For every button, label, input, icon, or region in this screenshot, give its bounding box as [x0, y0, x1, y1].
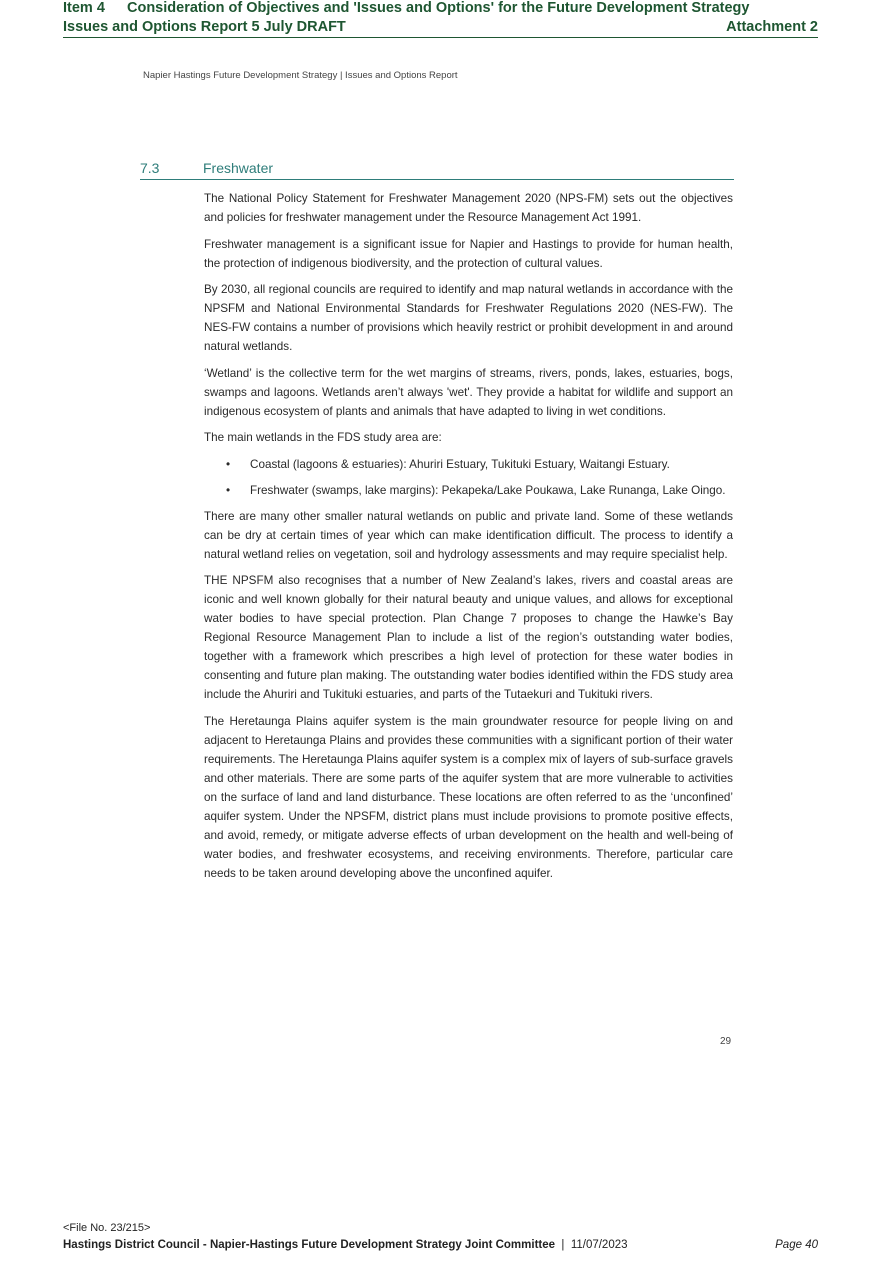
item-label: Item 4: [63, 0, 105, 16]
list-item: [204, 481, 733, 500]
paragraph: The National Policy Statement for Freshwater Management 2020 (NPS-FM) sets out the objectives and policies for freshwater management under the Resource Management Act 1991.: [204, 192, 733, 224]
agenda-subheader: [63, 18, 818, 38]
committee-name: Hastings District Council - Napier-Hastings Future Development Strategy Joint Committee: [63, 1239, 556, 1251]
footer: [63, 1239, 818, 1251]
footer-committee: [63, 1239, 628, 1251]
paragraph: There are many other smaller natural wetlands on public and private land. Some of these wetlands can be dry at certain times of year which can make identification difficult. The process to identify a natural wetland relies on vegetation, soil and hydrology assessments and may require specialist help.: [204, 509, 733, 561]
paragraph: By 2030, all regional councils are required to identify and map natural wetlands in accordance with the NPSFM and National Environmental Standards for Freshwater Regulations 2020 (NES-FW). The NES-FW contains a number of provisions which heavily restrict or prohibit development in and around natural wetlands.: [204, 283, 733, 353]
agenda-page-number: Page 40: [775, 1239, 818, 1251]
paragraph: The main wetlands in the FDS study area are:: [204, 431, 442, 444]
section-number: 7.3: [140, 160, 160, 176]
paragraph: THE NPSFM also recognises that a number of New Zealand’s lakes, rivers and coastal areas are iconic and well known globally for their natural beauty and unique values, and allows for exceptional water bodies to have special protection. Plan Change 7 proposes to change the Hawke’s Bay Regional Resource Management Plan to include a list of the region’s outstanding water bodies, together with a framework which prescribes a high level of protection for these water bodies in consenting and future plan making. The outstanding water bodies identified within the FDS study area include the Ahuriri and Tukituki estuaries, and parts of the Tutaekuri and Tukituki rivers.: [204, 574, 733, 701]
section-body: [204, 189, 733, 890]
agenda-item-header: [63, 0, 818, 17]
running-header: Napier Hastings Future Development Strategy | Issues and Options Report: [143, 70, 458, 81]
paragraph: Freshwater management is a significant issue for Napier and Hastings to provide for human health, the protection of indigenous biodiversity, and the protection of cultural values.: [204, 237, 733, 270]
list-item-text: Freshwater (swamps, lake margins): Pekapeka/Lake Poukawa, Lake Runanga, Lake Oingo.: [250, 483, 726, 497]
file-number: <File No. 23/215>: [63, 1222, 151, 1234]
paragraph: The Heretaunga Plains aquifer system is the main groundwater resource for people living on and adjacent to Heretaunga Plains and provides these communities with a significant portion of their water requirements. The Heretaunga Plains aquifer system is a complex mix of layers of sub-surface gravels and other materials. There are some parts of the aquifer system that are more vulnerable to activities on the surface of land and land disturbance. These locations are often referred to as the ‘unconfined’ aquifer system. Under the NPSFM, district plans must include provisions to promote positive effects, and avoid, remedy, or mitigate adverse effects of urban development on the health and well-being of water bodies, and freshwater ecosystems, and receiving environments. Therefore, particular care needs to be taken around developing above the unconfined aquifer.: [204, 714, 733, 880]
wetlands-list: [204, 455, 733, 500]
bullet-icon: •: [226, 457, 231, 471]
section-heading: [140, 158, 734, 180]
footer-separator: |: [561, 1239, 565, 1251]
report-subtitle: Issues and Options Report 5 July DRAFT: [63, 19, 346, 35]
item-title: Consideration of Objectives and 'Issues and Options' for the Future Development Strategy: [127, 0, 750, 16]
bullet-icon: •: [226, 483, 231, 497]
paragraph: ‘Wetland’ is the collective term for the wet margins of streams, rivers, ponds, lakes, estuaries, bogs, swamps and lagoons. Wetlands aren’t always 'wet'. They provide a habitat for wildlife and support an indigenous ecosystem of plants and animals that have adapted to living in wet conditions.: [204, 366, 733, 418]
report-page-number: 29: [720, 1036, 732, 1047]
attachment-label: Attachment 2: [726, 19, 818, 35]
meeting-date: 11/07/2023: [570, 1239, 628, 1251]
section-title: Freshwater: [203, 160, 274, 176]
list-item: [204, 455, 733, 474]
list-item-text: Coastal (lagoons & estuaries): Ahuriri Estuary, Tukituki Estuary, Waitangi Estuary.: [250, 457, 670, 471]
